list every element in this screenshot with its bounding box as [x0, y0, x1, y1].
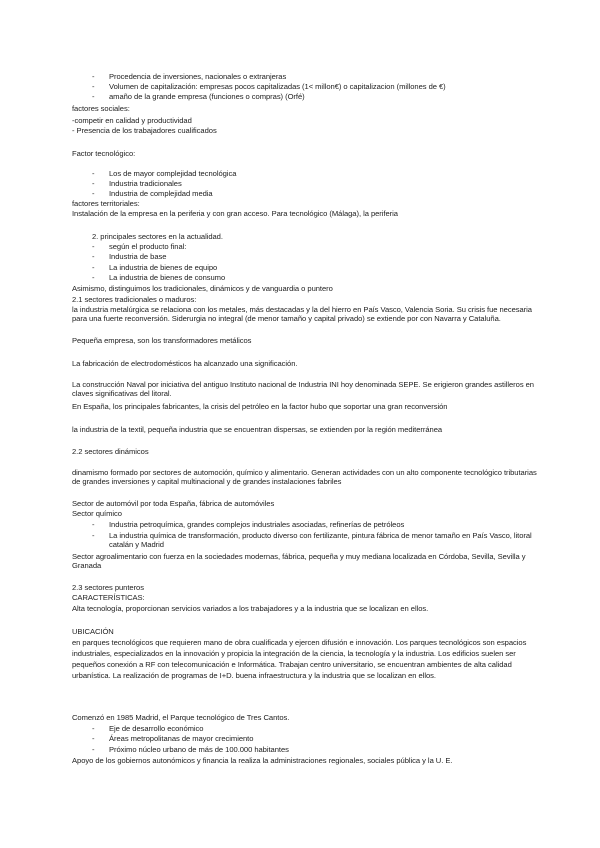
list-item: Próximo núcleo urbano de más de 100.000 habitantes [109, 745, 289, 754]
paragraph: Pequeña empresa, son los transformadores metálicos [72, 336, 252, 345]
bullet-dash: - [92, 734, 95, 743]
paragraph: Instalación de la empresa en la periferia y con gran acceso. Para tecnológico (Málaga), la periferia [72, 209, 398, 218]
bullet-dash: - [92, 263, 95, 272]
bullet-dash: - [92, 242, 95, 251]
numbered-heading: 2. principales sectores en la actualidad. [92, 232, 223, 241]
bullet-dash: - [92, 169, 95, 178]
list-item: según el producto final: [109, 242, 187, 251]
list-item: Eje de desarrollo económico [109, 724, 204, 733]
list-item: Industria de complejidad media [109, 189, 213, 198]
section-heading: Factor tecnológico: [72, 149, 136, 158]
section-heading: factores sociales: [72, 104, 130, 113]
list-item: - Presencia de los trabajadores cualificados [72, 126, 217, 135]
bullet-dash: - [92, 724, 95, 733]
bullet-dash: - [92, 189, 95, 198]
paragraph: en parques tecnológicos que requieren mano de obra cualificada y ejercen difusión e innovación. Los parques tecnológicos son espacios industriales, especializados en la innovación y propicia la integración de la ciencia, la tecnología y la industria. Los edificios suelen ser pequeños conexión a RF con telecomunicación e Informática. Trabajan centro universitario, se encuentran ambientes de alta calidad urbanística. La realización de programas de I+D. buena infraestructura y la industria que se localizan en ellos. [72, 638, 527, 680]
bullet-dash: - [92, 531, 95, 540]
paragraph: dinamismo formado por sectores de automoción, químico y alimentario. Generan actividades con un alto componente tecnológico tributarias de grandes inversiones y capital multinacional y de grandes instalaciones fabriles [72, 468, 537, 486]
paragraph: En España, los principales fabricantes, la crisis del petróleo en la factor hubo que soportar una gran reconversión [72, 402, 448, 411]
paragraph: la industria de la textil, pequeña industria que se encuentran dispersas, se extienden por la región mediterránea [72, 425, 443, 434]
section-heading: factores territoriales: [72, 199, 140, 208]
bullet-dash: - [92, 92, 95, 101]
subheading: UBICACIÓN [72, 627, 114, 636]
bullet-dash: - [92, 273, 95, 282]
paragraph: la industria metalúrgica se relaciona con los metales, más destacadas y la del hierro en País Vasco, Valencia Soria. Su crisis fue necesaria para una fuerte reconversión. Siderurgia no integral (de menor tamaño y capital privado) se extiende por con Navarra y Cataluña. [72, 305, 532, 323]
section-heading: 2.1 sectores tradicionales o maduros: [72, 295, 197, 304]
paragraph: Sector agroalimentario con fuerza en la sociedades modernas, fábrica, pequeña y muy mediana localizada en Córdoba, Sevilla, Sevilla y Granada [72, 552, 526, 570]
paragraph: Apoyo de los gobiernos autonómicos y financia la realiza la administraciones regionales, sociales pública y la U. E. [72, 756, 453, 765]
list-item: La industria de bienes de equipo [109, 263, 218, 272]
bullet-dash: - [92, 82, 95, 91]
bullet-dash: - [92, 520, 95, 529]
list-item: Procedencia de inversiones, nacionales o extranjeras [109, 72, 287, 81]
list-item: La industria de bienes de consumo [109, 273, 226, 282]
paragraph: Asimismo, distinguimos los tradicionales, dinámicos y de vanguardia o puntero [72, 284, 333, 293]
paragraph: Sector de automóvil por toda España, fábrica de automóviles [72, 499, 275, 508]
list-item: Industria petroquímica, grandes complejos industriales asociadas, refinerías de petróleos [109, 520, 405, 529]
list-item: Volumen de capitalización: empresas pocos capitalizadas (1< millon€) o capitalizacion (millones de €) [109, 82, 446, 91]
list-item: Los de mayor complejidad tecnológica [109, 169, 237, 178]
list-item: amaño de la grande empresa (funciones o compras) (Orfé) [109, 92, 305, 101]
paragraph: Alta tecnología, proporcionan servicios variados a los trabajadores y a la industria que se localizan en ellos. [72, 604, 429, 613]
paragraph: La construcción Naval por iniciativa del antiguo Instituto nacional de Industria INI hoy denominada SEPE. Se erigieron grandes astilleros en claves significativas del litoral. [72, 380, 534, 398]
subheading: CARACTERÍSTICAS: [72, 593, 145, 602]
list-item: Industria tradicionales [109, 179, 182, 188]
list-item: La industria química de transformación, producto diverso con fertilizante, pintura fábrica de menor tamaño en País Vasco, litoral catalán y Madrid [109, 531, 532, 549]
paragraph: La fabricación de electrodomésticos ha alcanzado una significación. [72, 359, 298, 368]
paragraph: Sector químico [72, 509, 122, 518]
bullet-dash: - [92, 179, 95, 188]
bullet-dash: - [92, 745, 95, 754]
paragraph: Comenzó en 1985 Madrid, el Parque tecnológico de Tres Cantos. [72, 713, 290, 722]
section-heading: 2.3 sectores punteros [72, 583, 144, 592]
list-item: Áreas metropolitanas de mayor crecimiento [109, 734, 254, 743]
bullet-dash: - [92, 252, 95, 261]
list-item: -competir en calidad y productividad [72, 116, 192, 125]
section-heading: 2.2 sectores dinámicos [72, 447, 149, 456]
list-item: Industria de base [109, 252, 167, 261]
bullet-dash: - [92, 72, 95, 81]
